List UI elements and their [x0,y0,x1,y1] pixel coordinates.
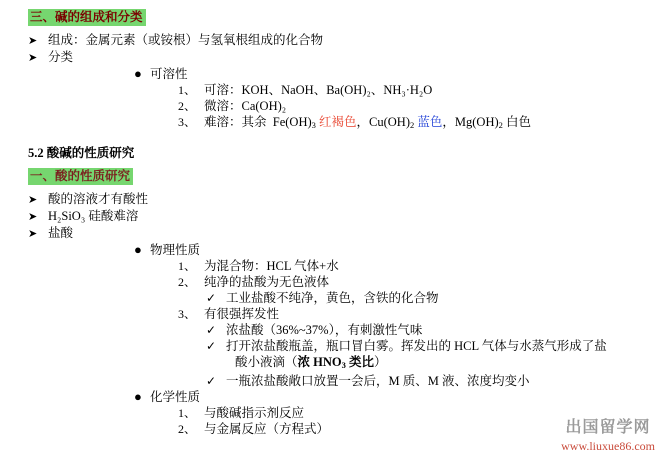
list-item-label: 有很强挥发性 [204,307,280,321]
list-item-label-part2: ，$Cu(OH)_2$ [356,115,415,130]
list-item-label: 可溶：KOH、NaOH、Ba(OH)₂、NH₃·H₂O [204,83,433,97]
number-bullet-icon: 2、 [178,99,197,113]
arrow-bullet-icon: ➤ [28,52,38,64]
list-item-label: 工业盐酸不纯净，黄色，含铁的化合物 [226,291,439,305]
section-heading-text: 5.2 酸碱的性质研究 [28,146,135,160]
list-item-label: 与酸碱指示剂反应 [204,406,305,420]
list-item [134,242,663,258]
section-heading-text: 三、碱的组成和分类 [28,9,146,26]
arrow-bullet-icon: ➤ [28,228,38,240]
section-heading-acids [28,167,663,185]
list-item-label: 盐酸 [48,226,74,240]
list-item [178,82,663,98]
list-item [134,389,663,405]
list-item-label: H₂SiO₃ 硅酸难溶 [48,209,139,223]
list-item [178,274,663,290]
section-heading-text: 一、酸的性质研究 [28,168,133,185]
list-item-label: 打开浓盐酸瓶盖，瓶口冒白雾。挥发出的 HCL 气体与水蒸气形成了盐 [226,339,607,353]
check-bullet-icon: ✓ [206,339,217,353]
check-bullet-icon: ✓ [206,374,217,388]
list-item [28,49,663,66]
check-bullet-icon: ✓ [206,323,217,337]
dot-bullet-icon: ● [134,66,142,81]
term-blue: 蓝色 [417,115,443,129]
list-item-label: 分类 [48,50,74,64]
number-bullet-icon: 1、 [178,406,197,420]
list-item [178,258,663,274]
list-item-continuation [235,354,663,373]
arrow-bullet-icon: ➤ [28,35,38,47]
list-item [28,32,663,49]
dot-bullet-icon: ● [134,389,142,404]
term-red-brown: 红褐色 [319,115,357,129]
list-item-label: 一瓶浓盐酸敞口放置一会后，M 质、M 液、浓度均变小 [226,374,530,388]
list-item [28,208,663,225]
watermark-url: www.liuxue86.com [561,439,655,453]
number-bullet-icon: 2、 [178,422,197,436]
emphasis-hno3: 浓 $HNO_3$ 类比 [297,355,375,370]
list-item-label: 可溶性 [150,67,188,81]
number-bullet-icon: 3、 [178,115,197,129]
list-item-label: 微溶：Ca(OH)₂ [204,99,287,113]
list-item-label-part3: ，$Mg(OH)_2$ 白色 [442,115,532,130]
list-item-label-part1: 难溶：其余 $Fe(OH)_3$ [204,115,316,130]
list-item-label-part2: ） [374,355,387,369]
list-item-label: 化学性质 [150,390,201,404]
arrow-bullet-icon: ➤ [28,211,38,223]
number-bullet-icon: 1、 [178,83,197,97]
dot-bullet-icon: ● [134,242,142,257]
list-item-label: 与金属反应（方程式） [204,422,330,436]
list-item-label: 物理性质 [150,243,201,257]
list-item-label: 酸的溶液才有酸性 [48,192,149,206]
list-item-label-part1: 酸小液滴（ [235,355,298,369]
list-item [206,290,663,306]
list-item-label: 浓盐酸（36%~37%），有刺激性气味 [226,323,423,337]
list-item-label: 为混合物：HCL 气体+水 [204,259,339,273]
list-item [28,191,663,208]
number-bullet-icon: 1、 [178,259,197,273]
number-bullet-icon: 3、 [178,307,197,321]
list-item-label: 纯净的盐酸为无色液体 [204,275,330,289]
list-item [178,98,663,114]
list-item [206,373,663,389]
list-item [28,225,663,242]
list-item [206,322,663,338]
list-item-label: 组成：金属元素（或铵根）与氢氧根组成的化合物 [48,33,324,47]
list-item [178,306,663,322]
list-item [206,338,663,354]
arrow-bullet-icon: ➤ [28,194,38,206]
watermark-site-name: 出国留学网 [565,419,651,436]
list-item [134,66,663,82]
watermark [561,414,655,454]
number-bullet-icon: 2、 [178,275,197,289]
section-heading-acid-base [28,144,663,162]
list-item-colored [178,114,663,133]
check-bullet-icon: ✓ [206,291,217,305]
section-heading-bases [28,8,663,26]
